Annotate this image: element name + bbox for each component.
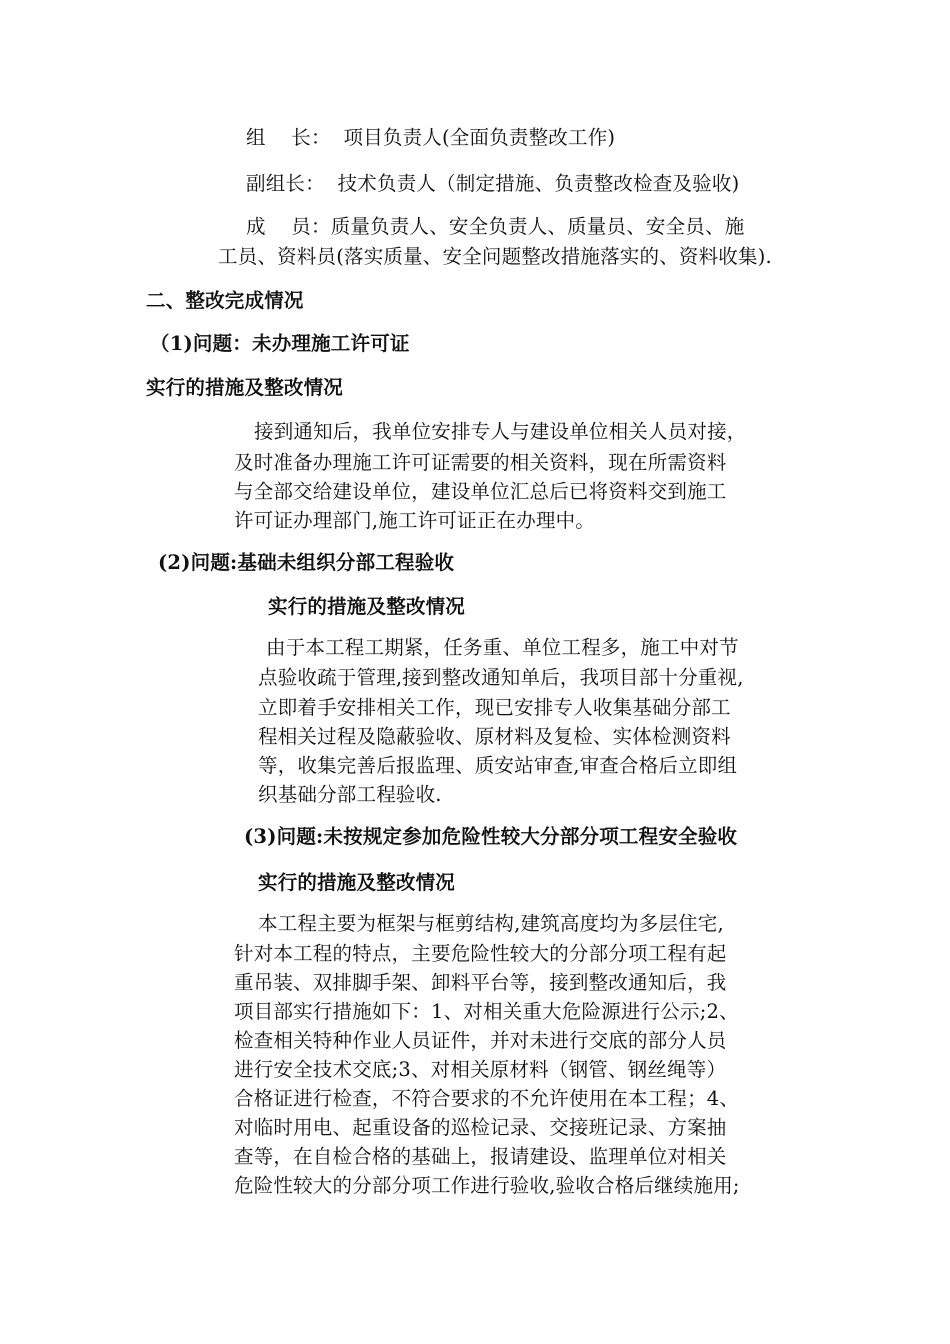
issue-3-title: (3)问题:未按规定参加危险性较大分部分项工程安全验收 bbox=[244, 825, 738, 848]
issue-1-title: （1)问题：未办理施工许可证 bbox=[150, 332, 410, 355]
issue-2-para-line: 由于本工程工期紧，任务重、单位工程多，施工中对节 bbox=[266, 636, 739, 659]
issue-2-para-line: 立即着手安排相关工作，现已安排专人收集基础分部工 bbox=[258, 696, 731, 719]
issue-1-para-line: 接到通知后，我单位安排专人与建设单位相关人员对接， bbox=[254, 420, 747, 443]
issue-2-para-line: 等，收集完善后报监理、质安站审查,审查合格后立即组 bbox=[258, 754, 738, 777]
issue-1-para-line: 许可证办理部门,施工许可证正在办理中。 bbox=[234, 509, 595, 532]
issue-3-para-line: 重吊装、双排脚手架、卸料平台等，接到整改通知后，我 bbox=[234, 971, 727, 994]
issue-3-para-line: 项目部实行措施如下：1、对相关重大危险源进行公示;2、 bbox=[234, 1000, 739, 1023]
issue-1-para-line: 与全部交给建设单位，建设单位汇总后已将资料交到施工 bbox=[234, 480, 727, 503]
issue-3-para-line: 检查相关特种作业人员证件，并对未进行交底的部分人员 bbox=[234, 1029, 727, 1052]
issue-1-para-line: 及时准备办理施工许可证需要的相关资料，现在所需资料 bbox=[234, 451, 727, 474]
issue-3-para-line: 危险性较大的分部分项工作进行验收,验收合格后继续施用; bbox=[234, 1174, 740, 1197]
issue-3-para-line: 合格证进行检查，不符合要求的不允许使用在本工程；4、 bbox=[234, 1087, 740, 1110]
team-members-line-1: 成 员：质量负责人、安全负责人、质量员、安全员、施 bbox=[246, 215, 745, 238]
issue-2-measures-heading: 实行的措施及整改情况 bbox=[268, 595, 466, 618]
issue-2-para-line: 程相关过程及隐蔽验收、原材料及复检、实体检测资料 bbox=[258, 725, 731, 748]
team-deputy-line: 副组长： 技术负责人（制定措施、负责整改检查及验收) bbox=[246, 172, 740, 195]
issue-3-para-line: 本工程主要为框架与框剪结构,建筑高度均为多层住宅, bbox=[258, 912, 724, 935]
section-heading: 二、整改完成情况 bbox=[146, 289, 304, 312]
issue-3-measures-heading: 实行的措施及整改情况 bbox=[258, 871, 456, 894]
team-members-line-2: 工员、资料员(落实质量、安全问题整改措施落实的、资料收集). bbox=[218, 245, 772, 268]
issue-3-para-line: 进行安全技术交底;3、对相关原材料（钢管、钢丝绳等） bbox=[234, 1058, 727, 1081]
issue-1-measures-heading: 实行的措施及整改情况 bbox=[146, 376, 344, 399]
team-leader-line: 组 长： 项目负责人(全面负责整改工作) bbox=[246, 126, 616, 149]
issue-2-para-line: 织基础分部工程验收. bbox=[258, 783, 442, 806]
issue-3-para-line: 对临时用电、起重设备的巡检记录、交接班记录、方案抽 bbox=[234, 1116, 727, 1139]
issue-3-para-line: 针对本工程的特点，主要危险性较大的分部分项工程有起 bbox=[234, 942, 727, 965]
issue-2-para-line: 点验收疏于管理,接到整改通知单后，我项目部十分重视, bbox=[258, 666, 744, 689]
issue-2-title: (2)问题:基础未组织分部工程验收 bbox=[158, 551, 455, 574]
issue-3-para-line: 查等，在自检合格的基础上，报请建设、监理单位对相关 bbox=[234, 1145, 727, 1168]
